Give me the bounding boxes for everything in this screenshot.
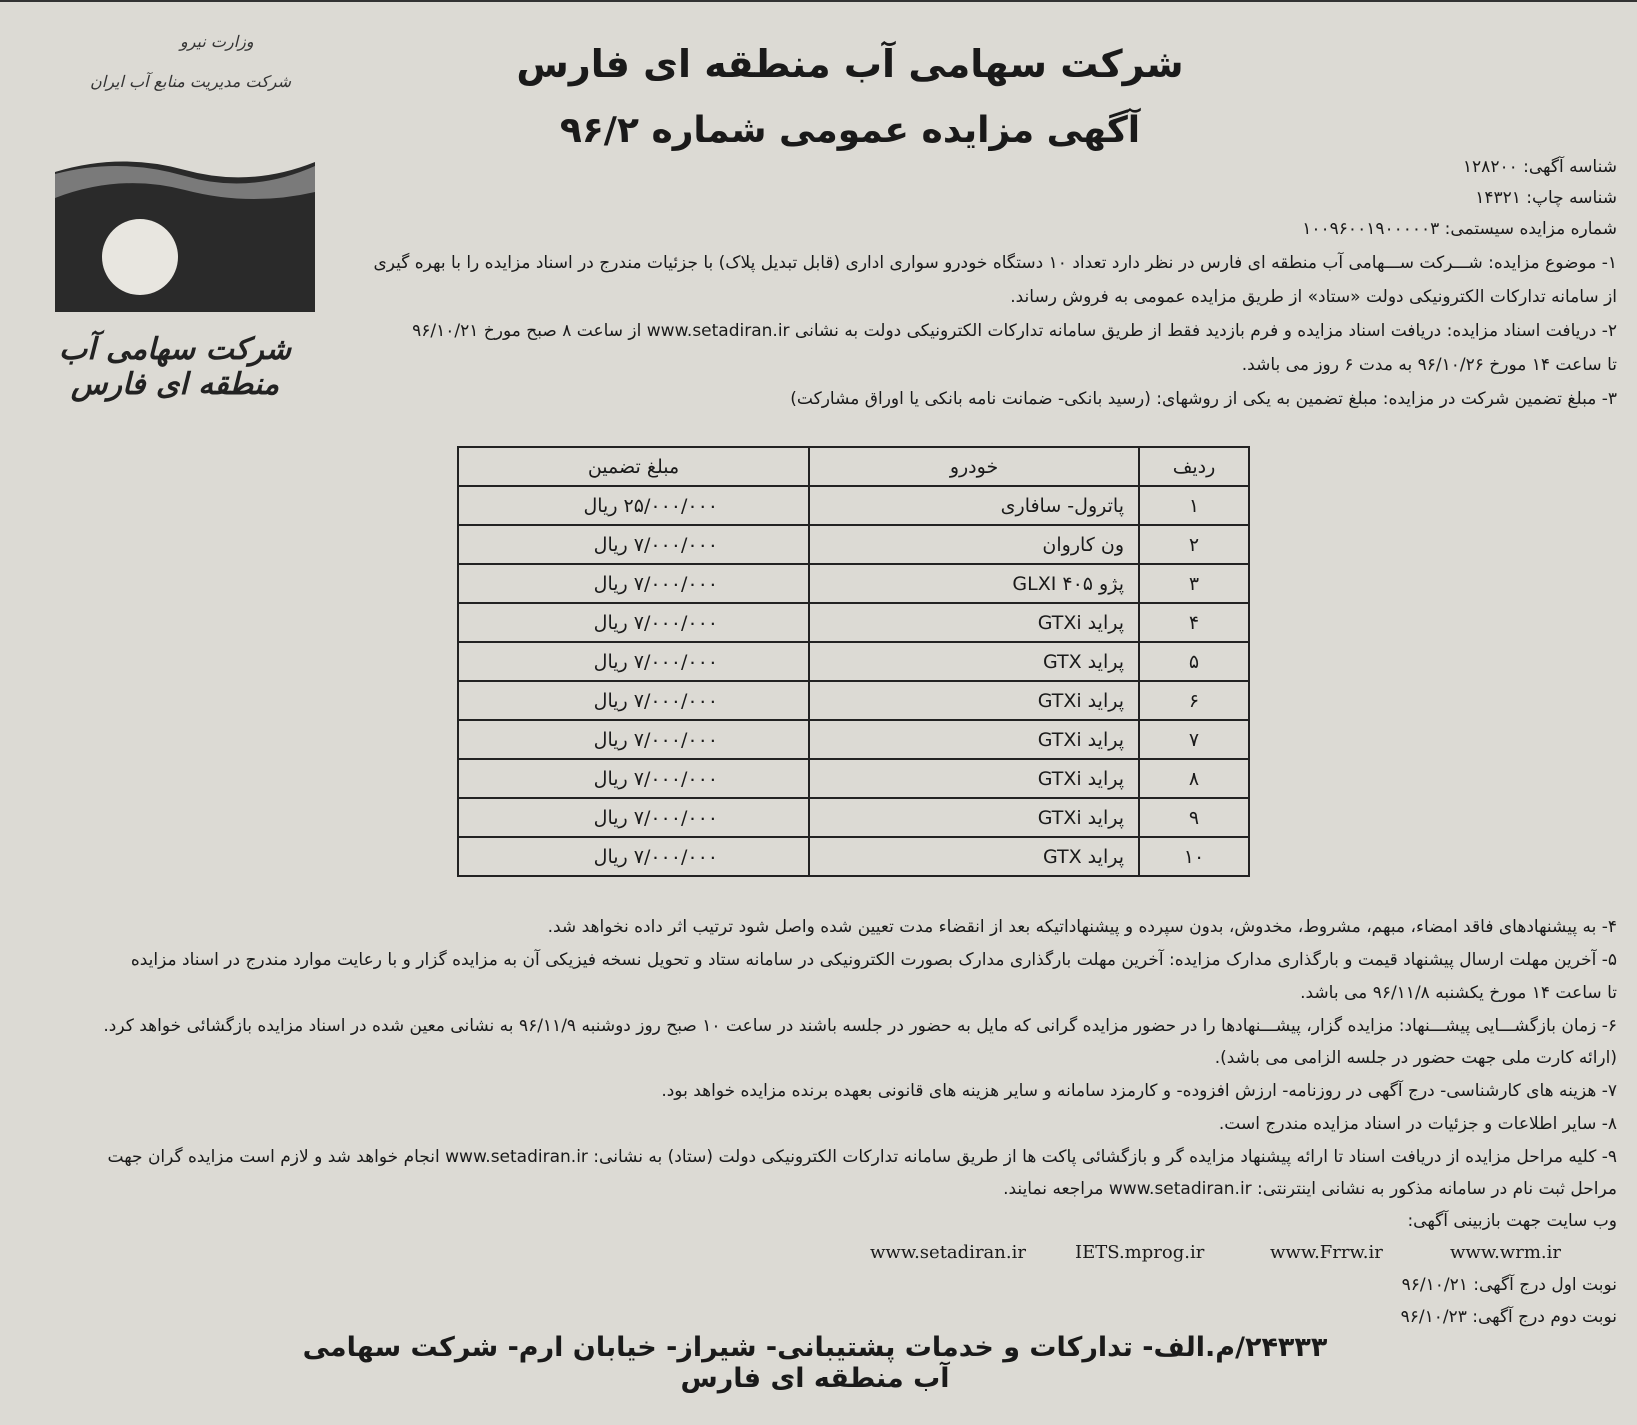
website-link[interactable]: www.setadiran.ir — [870, 1242, 1026, 1263]
guarantee-amount: ۲۵/۰۰۰/۰۰۰ ریال — [458, 486, 809, 525]
table-row — [458, 720, 1249, 759]
clause-1a: ۱- موضوع مزایده: شـــرکت ســـهامی آب منطقه ای فارس در نظر دارد تعداد ۱۰ دستگاه خودرو سواری اداری (قابل تبدیل پلاک) با جزئیات مندرج در اسناد مزایده را با بهره گیری — [373, 253, 1617, 273]
vehicle-name: پراید GTX — [809, 837, 1139, 876]
vehicle-name: پاترول- سافاری — [809, 486, 1139, 525]
vehicle-name: پراید GTXi — [809, 798, 1139, 837]
guarantee-amount: ۷/۰۰۰/۰۰۰ ریال — [458, 720, 809, 759]
company-logo — [30, 22, 320, 402]
clause-5b: تا ساعت ۱۴ مورخ یکشنبه ۹۶/۱۱/۸ می باشد. — [1300, 983, 1617, 1003]
print-id: شناسه چاپ: ۱۴۳۲۱ — [1475, 188, 1617, 208]
vehicle-name: پراید GTXi — [809, 681, 1139, 720]
row-number: ۱ — [1139, 486, 1249, 525]
clause-9a: ۹- کلیه مراحل مزایده از دریافت اسناد تا ارائه پیشنهاد مزایده گر و بازگشائی پاکت ها از طریق سامانه تدارکات الکترونیکی دولت (ستاد) به نشانی: www.setadiran.ir انجام خواهد شد و لازم است مزایده گران جهت — [107, 1147, 1617, 1167]
logo-subtitle-text: شرکت مدیریت منابع آب ایران — [90, 72, 291, 91]
row-number: ۵ — [1139, 642, 1249, 681]
row-number: ۷ — [1139, 720, 1249, 759]
table-row — [458, 681, 1249, 720]
clause-5a: ۵- آخرین مهلت ارسال پیشنهاد قیمت و بارگذاری مدارک مزایده: آخرین مهلت بارگذاری مدارک بصورت الکترونیکی در سامانه ستاد و تحویل نسخه فیزیکی آن به مزایده گزار و با رعایت موارد مندرج در اسناد مزایده — [130, 950, 1617, 970]
vehicle-name: پژو ۴۰۵ GLXI — [809, 564, 1139, 603]
row-number: ۴ — [1139, 603, 1249, 642]
table-row — [458, 798, 1249, 837]
logo-ministry-text: وزارت نیرو — [180, 32, 254, 51]
table-row — [458, 642, 1249, 681]
vehicle-name: پراید GTXi — [809, 603, 1139, 642]
vehicle-table — [457, 446, 1250, 877]
guarantee-amount: ۷/۰۰۰/۰۰۰ ریال — [458, 564, 809, 603]
table-row — [458, 759, 1249, 798]
guarantee-amount: ۷/۰۰۰/۰۰۰ ریال — [458, 798, 809, 837]
header-row-number: ردیف — [1139, 447, 1249, 486]
guarantee-amount: ۷/۰۰۰/۰۰۰ ریال — [458, 681, 809, 720]
logo-signature: شرکت سهامی آب منطقه ای فارس — [58, 332, 292, 402]
ad-id: شناسه آگهی: ۱۲۸۲۰۰ — [1462, 157, 1617, 177]
water-logo-icon — [55, 152, 315, 312]
clause-4: ۴- به پیشنهادهای فاقد امضاء، مبهم، مشروط، مخدوش، بدون سپرده و پیشنهاداتیکه بعد از انقضاء مدت تعیین شده واصل شود ترتیب اثر داده نخواهد شد. — [547, 917, 1617, 937]
clause-2b: تا ساعت ۱۴ مورخ ۹۶/۱۰/۲۶ به مدت ۶ روز می باشد. — [1241, 355, 1617, 375]
vehicle-name: پراید GTXi — [809, 759, 1139, 798]
website-link[interactable]: www.wrm.ir — [1450, 1242, 1561, 1263]
clause-2a: ۲- دریافت اسناد مزایده: دریافت اسناد مزایده و فرم بازدید فقط از طریق سامانه تدارکات الکترونیکی دولت به نشانی www.setadiran.ir از ساعت ۸ صبح مورخ ۹۶/۱۰/۲۱ — [412, 321, 1617, 341]
clause-6a: ۶- زمان بازگشـــایی پیشـــنهاد: مزایده گزار، پیشـــنهادها را در حضور مزایده گرانی که مایل به حضور در جلسه باشند در ساعت ۱۰ صبح روز دوشنبه ۹۶/۱۱/۹ به نشانی معین شده در اسناد مزایده بازگشائی خواهد کرد. — [103, 1016, 1617, 1036]
clause-9b: مراحل ثبت نام در سامانه مذکور به نشانی اینترنتی: www.setadiran.ir مراجعه نمایند. — [1003, 1179, 1617, 1199]
table-row — [458, 525, 1249, 564]
clause-8: ۸- سایر اطلاعات و جزئیات در اسناد مزایده مندرج است. — [1218, 1114, 1617, 1134]
publish-second: نوبت دوم درج آگهی: ۹۶/۱۰/۲۳ — [1400, 1307, 1617, 1327]
website-link[interactable]: www.Frrw.ir — [1270, 1242, 1383, 1263]
clause-1b: از سامانه تدارکات الکترونیکی دولت «ستاد» از طریق مزایده عمومی به فروش رساند. — [1010, 287, 1617, 307]
footer-reference: ۲۴۳۳۳/م.الف- تدارکات و خدمات پشتیبانی- شیراز- خیابان ارم- شرکت سهامی آب منطقه ای فارس — [302, 1332, 1328, 1394]
vehicle-name: پراید GTXi — [809, 720, 1139, 759]
vehicle-name: ون کاروان — [809, 525, 1139, 564]
table-row — [458, 564, 1249, 603]
row-number: ۶ — [1139, 681, 1249, 720]
row-number: ۹ — [1139, 798, 1249, 837]
header-vehicle: خودرو — [809, 447, 1139, 486]
clause-3: ۳- مبلغ تضمین شرکت در مزایده: مبلغ تضمین به یکی از روشهای: (رسید بانکی- ضمانت نامه بانکی یا اوراق مشارکت) — [790, 389, 1617, 409]
row-number: ۳ — [1139, 564, 1249, 603]
website-label: وب سایت جهت بازبینی آگهی: — [1407, 1211, 1617, 1231]
system-number: شماره مزایده سیستمی: ۱۰۰۹۶۰۰۱۹۰۰۰۰۰۳ — [1302, 219, 1617, 239]
guarantee-amount: ۷/۰۰۰/۰۰۰ ریال — [458, 603, 809, 642]
row-number: ۲ — [1139, 525, 1249, 564]
guarantee-amount: ۷/۰۰۰/۰۰۰ ریال — [458, 759, 809, 798]
table-header-row — [458, 447, 1249, 486]
auction-title: آگهی مزایده عمومی شماره ۹۶/۲ — [559, 110, 1141, 151]
website-link[interactable]: IETS.mprog.ir — [1075, 1242, 1205, 1263]
row-number: ۱۰ — [1139, 837, 1249, 876]
guarantee-amount: ۷/۰۰۰/۰۰۰ ریال — [458, 837, 809, 876]
clause-6b: (ارائه کارت ملی جهت حضور در جلسه الزامی می باشد). — [1214, 1048, 1617, 1068]
table-row — [458, 603, 1249, 642]
table-row — [458, 837, 1249, 876]
company-title: شرکت سهامی آب منطقه ای فارس — [516, 42, 1184, 86]
guarantee-amount: ۷/۰۰۰/۰۰۰ ریال — [458, 642, 809, 681]
row-number: ۸ — [1139, 759, 1249, 798]
publish-first: نوبت اول درج آگهی: ۹۶/۱۰/۲۱ — [1401, 1275, 1617, 1295]
clause-7: ۷- هزینه های کارشناسی- درج آگهی در روزنامه- ارزش افزوده- و کارمزد سامانه و سایر هزینه های قانونی بعهده برنده مزایده خواهد بود. — [661, 1081, 1617, 1101]
vehicle-name: پراید GTX — [809, 642, 1139, 681]
guarantee-amount: ۷/۰۰۰/۰۰۰ ریال — [458, 525, 809, 564]
table-row — [458, 486, 1249, 525]
header-guarantee: مبلغ تضمین — [458, 447, 809, 486]
